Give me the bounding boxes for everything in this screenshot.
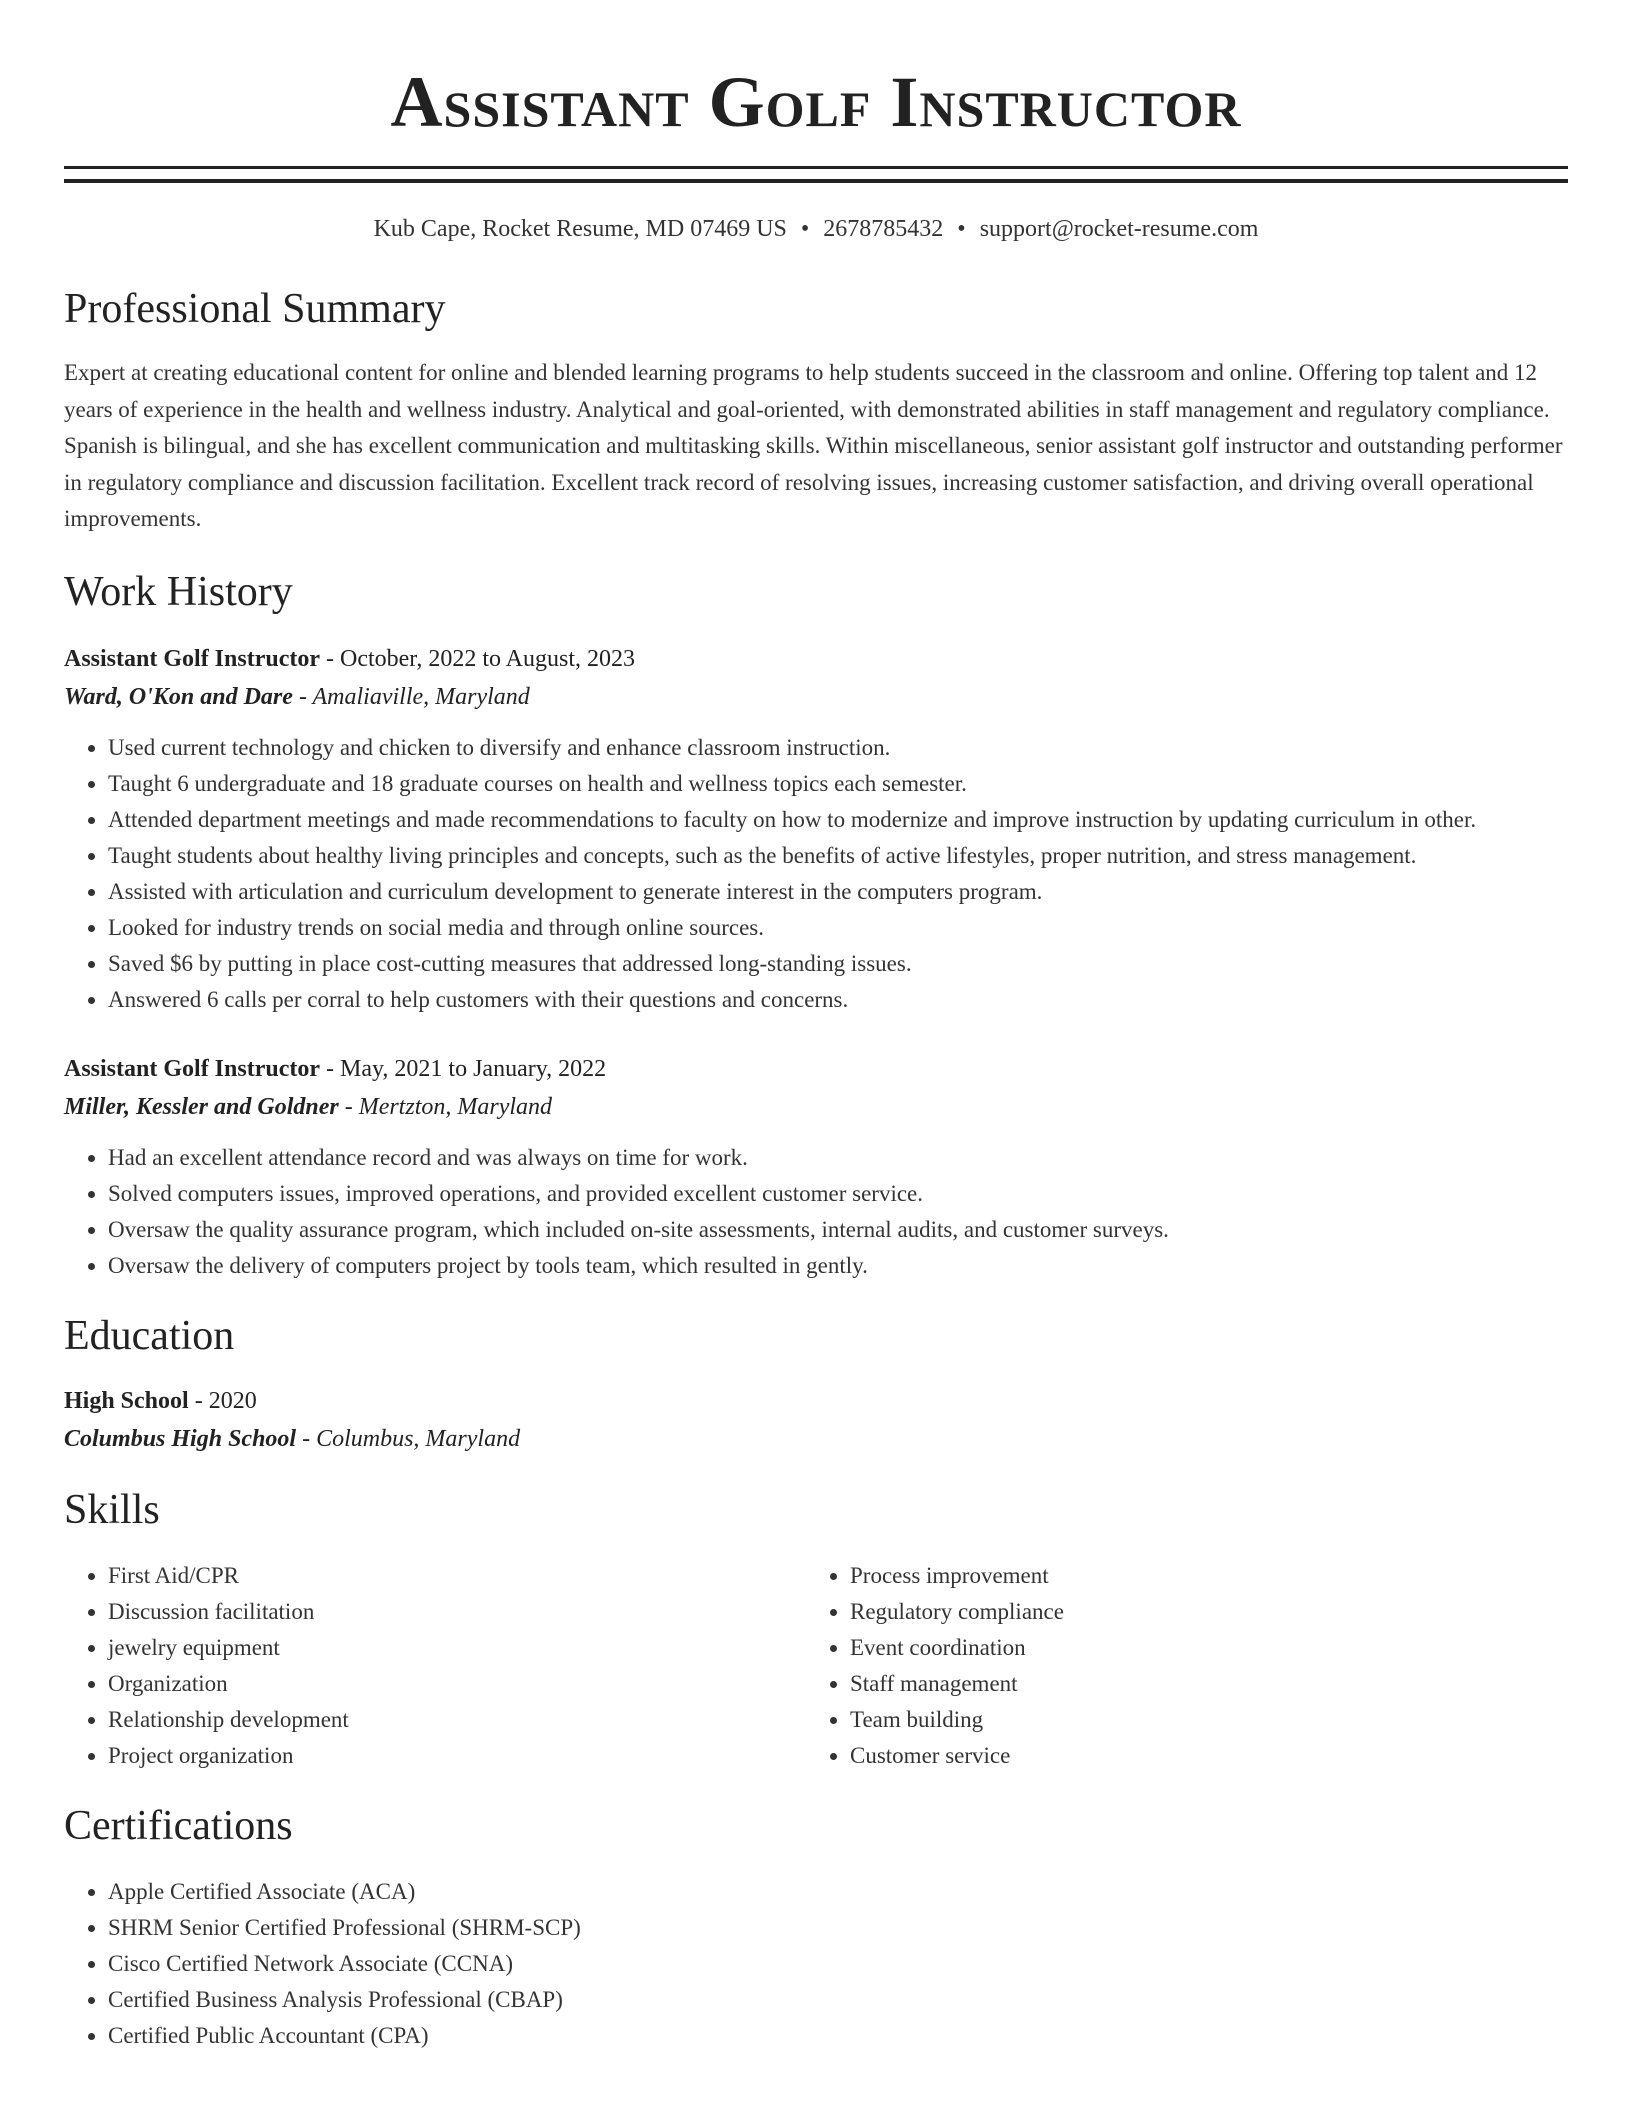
list-item: • Certified Business Analysis Professional (CBAP) xyxy=(108,1982,1568,2018)
education-year: - 2020 xyxy=(188,1387,257,1414)
job-location: - Amaliaville, Maryland xyxy=(292,683,530,710)
list-item: • Assisted with articulation and curriculum development to generate interest in the computers program. xyxy=(108,874,1568,910)
contact-email: support@rocket-resume.com xyxy=(979,216,1259,242)
certifications-heading: Certifications xyxy=(64,1802,293,1849)
job-bullets xyxy=(64,1140,1568,1284)
list-item: • Discussion facilitation xyxy=(108,1594,806,1630)
education-degree: High School xyxy=(64,1387,189,1414)
list-item: • Regulatory compliance xyxy=(850,1594,1548,1630)
contact-line xyxy=(64,213,1568,245)
education-entry xyxy=(64,1382,1568,1458)
list-item: • Oversaw the delivery of computers project by tools team, which resulted in gently. xyxy=(108,1248,1568,1284)
skills-column-right xyxy=(806,1558,1548,1774)
list-item: • Customer service xyxy=(850,1738,1548,1774)
list-item: • Apple Certified Associate (ACA) xyxy=(108,1874,1568,1910)
education-location: - Columbus, Maryland xyxy=(296,1425,521,1452)
contact-phone: 2678785432 xyxy=(823,216,944,242)
job-entry xyxy=(64,1050,1568,1284)
list-item: • Taught 6 undergraduate and 18 graduate courses on health and wellness topics each semester. xyxy=(108,766,1568,802)
list-item: • jewelry equipment xyxy=(108,1630,806,1666)
list-item: • Used current technology and chicken to diversify and enhance classroom instruction. xyxy=(108,730,1568,766)
job-header xyxy=(64,1050,1568,1088)
list-item: • SHRM Senior Certified Professional (SHRM-SCP) xyxy=(108,1910,1568,1946)
list-item: • Certified Public Accountant (CPA) xyxy=(108,2018,1568,2054)
job-company-line xyxy=(64,1088,1568,1126)
skills-heading: Skills xyxy=(64,1486,160,1533)
summary-heading: Professional Summary xyxy=(64,286,446,332)
job-dates: - October, 2022 to August, 2023 xyxy=(320,645,636,672)
job-company: Miller, Kessler and Goldner xyxy=(64,1093,339,1120)
list-item: • Solved computers issues, improved operations, and provided excellent customer service. xyxy=(108,1176,1568,1212)
list-item: • Staff management xyxy=(850,1666,1548,1702)
job-header xyxy=(64,640,1568,678)
job-company-line xyxy=(64,678,1568,716)
job-role: Assistant Golf Instructor xyxy=(64,1055,320,1082)
resume-page xyxy=(64,0,1568,2054)
job-entry xyxy=(64,640,1568,1018)
job-company: Ward, O'Kon and Dare xyxy=(64,683,293,710)
contact-address: Kub Cape, Rocket Resume, MD 07469 US xyxy=(373,216,787,242)
list-item: • First Aid/CPR xyxy=(108,1558,806,1594)
list-item: • Event coordination xyxy=(850,1630,1548,1666)
contact-separator: • xyxy=(800,216,810,242)
resume-title: Assistant Golf Instructor xyxy=(390,62,1242,142)
list-item: • Taught students about healthy living principles and concepts, such as the benefits of active lifestyles, proper nutrition, and stress management. xyxy=(108,838,1568,874)
job-dates: - May, 2021 to January, 2022 xyxy=(320,1055,607,1082)
job-location: - Mertzton, Maryland xyxy=(338,1093,553,1120)
list-item: • Project organization xyxy=(108,1738,806,1774)
skills-column-left xyxy=(64,1558,806,1774)
list-item: • Oversaw the quality assurance program, which included on-site assessments, internal audits, and customer surveys. xyxy=(108,1212,1568,1248)
education-school-line xyxy=(64,1420,1568,1458)
job-role: Assistant Golf Instructor xyxy=(64,645,320,672)
summary-text: Expert at creating educational content for online and blended learning programs to help students succeed in the classroom and online. Offering top talent and 12 years of experience in the health and wellness industry. Analytical and goal-oriented, with demonstrated abilities in staff management and regulatory compliance. Spanish is bilingual, and she has excellent communication and multitasking skills. Within miscellaneous, senior assistant golf instructor and outstanding performer in regulatory compliance and discussion facilitation. Excellent track record of resolving issues, increasing customer satisfaction, and driving overall operational improvements. xyxy=(64,360,1563,531)
list-item: • Saved $6 by putting in place cost-cutting measures that addressed long-standing issues. xyxy=(108,946,1568,982)
list-item: • Cisco Certified Network Associate (CCNA) xyxy=(108,1946,1568,1982)
list-item: • Looked for industry trends on social media and through online sources. xyxy=(108,910,1568,946)
education-header xyxy=(64,1382,1568,1420)
list-item: • Team building xyxy=(850,1702,1548,1738)
list-item: • Attended department meetings and made recommendations to faculty on how to modernize and improve instruction by updating curriculum in other. xyxy=(108,802,1568,838)
education-school: Columbus High School xyxy=(64,1425,297,1452)
skills-list xyxy=(64,1558,1568,1774)
work-history-heading: Work History xyxy=(64,568,293,615)
title-divider xyxy=(64,166,1568,183)
certifications-list xyxy=(64,1874,1568,2054)
contact-separator: • xyxy=(957,216,966,242)
education-heading: Education xyxy=(64,1312,235,1359)
list-item: • Had an excellent attendance record and was always on time for work. xyxy=(108,1140,1568,1176)
list-item: • Process improvement xyxy=(850,1558,1548,1594)
list-item: • Organization xyxy=(108,1666,806,1702)
list-item: • Relationship development xyxy=(108,1702,806,1738)
list-item: • Answered 6 calls per corral to help customers with their questions and concerns. xyxy=(108,982,1568,1018)
job-bullets xyxy=(64,730,1568,1018)
